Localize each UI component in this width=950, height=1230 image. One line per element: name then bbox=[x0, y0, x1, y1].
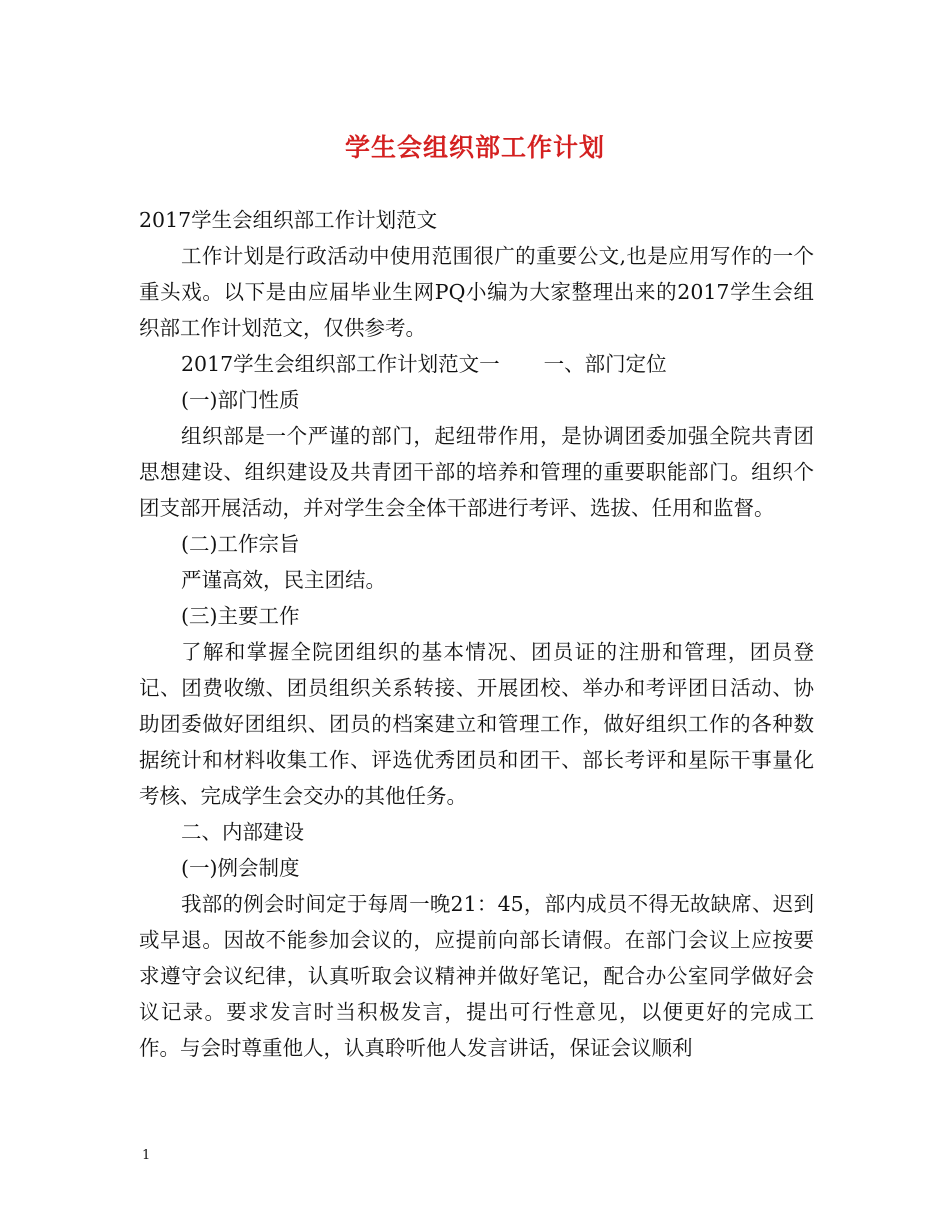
document-title: 学生会组织部工作计划 bbox=[344, 133, 605, 162]
document-subtitle: 2017学生会组织部工作计划范文 bbox=[139, 208, 438, 232]
heading-internal-construction: 二、内部建设 bbox=[181, 820, 304, 844]
paragraph-heading-line bbox=[139, 346, 814, 382]
paragraph-department-nature: 组织部是一个严谨的部门，起纽带作用，是协调团委加强全院共青团思想建设、组织建设及共青团干部的培养和管理的重要职能部门。组织个团支部开展活动，并对学生会全体干部进行考评、选拔、任用和监督。 bbox=[139, 424, 814, 520]
document-body bbox=[139, 202, 814, 1066]
paragraph-main-work: 了解和掌握全院团组织的基本情况、团员证的注册和管理，团员登记、团费收缴、团员组织关系转接、开展团校、举办和考评团日活动、协助团委做好团组织、团员的档案建立和管理工作，做好组织工作的各种数据统计和材料收集工作、评选优秀团员和团干、部长考评和星际干事量化考核、完成学生会交办的其他任务。 bbox=[139, 640, 814, 808]
paragraph-intro: 工作计划是行政活动中使用范围很广的重要公文,也是应用写作的一个重头戏。以下是由应届毕业生网PQ小编为大家整理出来的2017学生会组织部工作计划范文，仅供参考。 bbox=[139, 244, 814, 340]
page-number: 1 bbox=[142, 1148, 151, 1163]
heading-work-purpose: (二)工作宗旨 bbox=[181, 532, 300, 556]
section-title-sample-one: 2017学生会组织部工作计划范文一 bbox=[181, 352, 500, 376]
heading-department-nature: (一)部门性质 bbox=[181, 388, 300, 412]
paragraph-meeting-system: 我部的例会时间定于每周一晚21：45，部内成员不得无故缺席、迟到或早退。因故不能参加会议的，应提前向部长请假。在部门会议上应按要求遵守会议纪律，认真听取会议精神并做好笔记，配合办公室同学做好会议记录。要求发言时当积极发言，提出可行性意见，以便更好的完成工作。与会时尊重他人，认真聆听他人发言讲话，保证会议顺利 bbox=[139, 892, 814, 1060]
heading-main-work: (三)主要工作 bbox=[181, 604, 300, 628]
heading-department-positioning: 一、部门定位 bbox=[543, 352, 667, 376]
heading-meeting-system: (一)例会制度 bbox=[181, 856, 300, 880]
paragraph-work-purpose: 严谨高效，民主团结。 bbox=[181, 568, 386, 592]
